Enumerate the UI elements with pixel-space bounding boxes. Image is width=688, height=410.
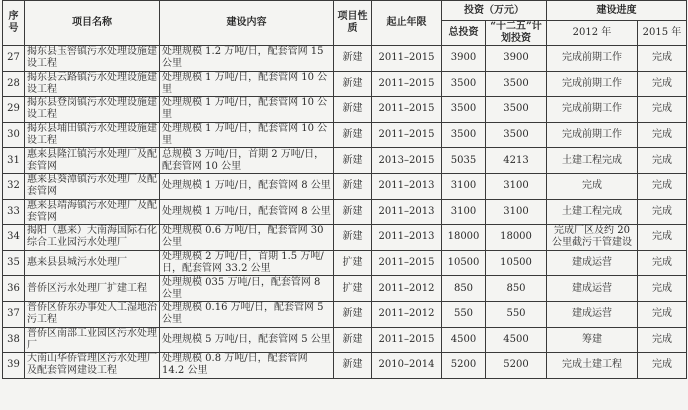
- header-2015: 2015 年: [638, 21, 687, 46]
- cell-seq: 35: [3, 250, 25, 276]
- cell-progress-2012: 筹建: [547, 327, 638, 353]
- cell-nature: 新建: [334, 122, 372, 148]
- cell-total-investment: 850: [442, 276, 486, 302]
- cell-period: 2010–2014: [372, 353, 442, 379]
- cell-seq: 31: [3, 148, 25, 174]
- cell-plan-investment: 4500: [486, 327, 547, 353]
- cell-total-investment: 3900: [442, 46, 486, 72]
- cell-content: 处理规模 1 万吨/日，配套管网 10 公里: [160, 97, 334, 123]
- cell-period: 2013–2015: [372, 148, 442, 174]
- cell-name: 惠来县隆江镇污水处理厂及配套管网: [25, 148, 160, 174]
- cell-content: 处理规模 2 万吨/日，首期 1.5 万吨/日，配套管网 33.2 公里: [160, 250, 334, 276]
- header-seq: 序号: [3, 1, 25, 46]
- cell-name: 揭东县埔田镇污水处理设施建设工程: [25, 122, 160, 148]
- cell-seq: 33: [3, 199, 25, 225]
- cell-period: 2011–2015: [372, 122, 442, 148]
- header-row-1: [3, 1, 687, 21]
- table-row: [3, 353, 687, 379]
- cell-progress-2015: 完成: [638, 46, 687, 72]
- cell-plan-investment: 18000: [486, 225, 547, 251]
- cell-seq: 32: [3, 173, 25, 199]
- cell-progress-2015: 完成: [638, 173, 687, 199]
- cell-period: 2011–2013: [372, 225, 442, 251]
- cell-total-investment: 550: [442, 301, 486, 327]
- cell-name: 普侨区南部工业园区污水处理厂: [25, 327, 160, 353]
- cell-nature: 新建: [334, 148, 372, 174]
- cell-plan-investment: 3900: [486, 46, 547, 72]
- cell-name: 揭东县玉窖镇污水处理设施建设工程: [25, 46, 160, 72]
- cell-progress-2012: 完成前期工作: [547, 46, 638, 72]
- cell-progress-2012: 完成厂区及约 20 公里截污干管建设: [547, 225, 638, 251]
- cell-name: 揭东县登岗镇污水处理设施建设工程: [25, 97, 160, 123]
- cell-name: 普侨区污水处理厂扩建工程: [25, 276, 160, 302]
- cell-nature: 新建: [334, 327, 372, 353]
- cell-period: 2011–2012: [372, 276, 442, 302]
- cell-seq: 34: [3, 225, 25, 251]
- cell-period: 2011–2013: [372, 199, 442, 225]
- cell-name: 普侨区侨东办事处人工湿地治污工程: [25, 301, 160, 327]
- cell-nature: 新建: [334, 71, 372, 97]
- cell-seq: 37: [3, 301, 25, 327]
- table-row: [3, 199, 687, 225]
- table-row: [3, 250, 687, 276]
- cell-nature: 新建: [334, 301, 372, 327]
- cell-content: 处理规模 1 万吨/日，配套管网 8 公里: [160, 199, 334, 225]
- cell-progress-2015: 完成: [638, 250, 687, 276]
- cell-nature: 新建: [334, 199, 372, 225]
- cell-content: 处理规模 1 万吨/日，配套管网 10 公里: [160, 122, 334, 148]
- cell-nature: 新建: [334, 353, 372, 379]
- cell-name: 惠来县靖海镇污水处理厂及配套管网: [25, 199, 160, 225]
- cell-progress-2012: 建成运营: [547, 276, 638, 302]
- cell-plan-investment: 5200: [486, 353, 547, 379]
- table-row: [3, 225, 687, 251]
- cell-total-investment: 10500: [442, 250, 486, 276]
- cell-progress-2015: 完成: [638, 353, 687, 379]
- cell-period: 2011–2015: [372, 97, 442, 123]
- cell-progress-2012: 完成前期工作: [547, 71, 638, 97]
- cell-seq: 28: [3, 71, 25, 97]
- cell-period: 2011–2015: [372, 71, 442, 97]
- table-row: [3, 148, 687, 174]
- cell-content: 处理规模 035 万吨/日，配套管网 8 公里: [160, 276, 334, 302]
- cell-plan-investment: 3500: [486, 71, 547, 97]
- cell-period: 2011–2015: [372, 46, 442, 72]
- cell-nature: 扩建: [334, 276, 372, 302]
- cell-name: 惠来县葵潭镇污水处理厂及配套管网: [25, 173, 160, 199]
- cell-progress-2012: 完成前期工作: [547, 122, 638, 148]
- table-row: [3, 276, 687, 302]
- cell-name: 揭阳（惠来）大南海国际石化综合工业园污水处理厂: [25, 225, 160, 251]
- cell-content: 处理规模 0.8 万吨/日，配套管网 14.2 公里: [160, 353, 334, 379]
- cell-total-investment: 3500: [442, 97, 486, 123]
- cell-seq: 39: [3, 353, 25, 379]
- cell-period: 2011–2015: [372, 250, 442, 276]
- cell-name: 揭东县云路镇污水处理设施建设工程: [25, 71, 160, 97]
- cell-name: 大南山华侨管理区污水处理厂及配套管网建设工程: [25, 353, 160, 379]
- header-2012: 2012 年: [547, 21, 638, 46]
- header-plan-investment: “十二五”计划投资: [486, 21, 547, 46]
- cell-progress-2015: 完成: [638, 97, 687, 123]
- header-nature: 项目性质: [334, 1, 372, 46]
- cell-nature: 新建: [334, 46, 372, 72]
- header-content: 建设内容: [160, 1, 334, 46]
- cell-progress-2015: 完成: [638, 225, 687, 251]
- project-table: [2, 0, 687, 379]
- table-row: [3, 173, 687, 199]
- cell-total-investment: 3100: [442, 199, 486, 225]
- table-body: [3, 46, 687, 379]
- cell-plan-investment: 3500: [486, 122, 547, 148]
- header-name: 项目名称: [25, 1, 160, 46]
- table-row: [3, 46, 687, 72]
- cell-nature: 新建: [334, 97, 372, 123]
- cell-seq: 36: [3, 276, 25, 302]
- cell-progress-2012: 建成运营: [547, 301, 638, 327]
- cell-period: 2011–2012: [372, 301, 442, 327]
- cell-seq: 30: [3, 122, 25, 148]
- header-investment: 投资（万元）: [442, 1, 547, 21]
- cell-total-investment: 5035: [442, 148, 486, 174]
- cell-seq: 29: [3, 97, 25, 123]
- cell-total-investment: 18000: [442, 225, 486, 251]
- cell-progress-2015: 完成: [638, 199, 687, 225]
- cell-nature: 新建: [334, 225, 372, 251]
- cell-progress-2012: 土建工程完成: [547, 199, 638, 225]
- cell-progress-2012: 完成土建工程: [547, 353, 638, 379]
- table-row: [3, 327, 687, 353]
- cell-progress-2015: 完成: [638, 301, 687, 327]
- header-total-investment: 总投资: [442, 21, 486, 46]
- cell-plan-investment: 3100: [486, 199, 547, 225]
- cell-total-investment: 3500: [442, 71, 486, 97]
- cell-progress-2015: 完成: [638, 276, 687, 302]
- cell-period: 2011–2013: [372, 173, 442, 199]
- cell-content: 处理规模 1.2 万吨/日，配套管网 15 公里: [160, 46, 334, 72]
- header-period: 起止年限: [372, 1, 442, 46]
- cell-progress-2015: 完成: [638, 148, 687, 174]
- cell-progress-2012: 完成前期工作: [547, 97, 638, 123]
- cell-plan-investment: 3500: [486, 97, 547, 123]
- cell-progress-2015: 完成: [638, 327, 687, 353]
- cell-total-investment: 3100: [442, 173, 486, 199]
- cell-period: 2011–2015: [372, 327, 442, 353]
- cell-content: 处理规模 0.16 万吨/日，配套管网 5 公里: [160, 301, 334, 327]
- cell-name: 惠来县县城污水处理厂: [25, 250, 160, 276]
- cell-content: 处理规模 5 万吨/日，配套管网 5 公里: [160, 327, 334, 353]
- cell-content: 处理规模 1 万吨/日，配套管网 8 公里: [160, 173, 334, 199]
- cell-content: 总规模 3 万吨/日，首期 2 万吨/日，配套管网 10 公里: [160, 148, 334, 174]
- cell-plan-investment: 850: [486, 276, 547, 302]
- cell-plan-investment: 4213: [486, 148, 547, 174]
- cell-plan-investment: 10500: [486, 250, 547, 276]
- cell-total-investment: 5200: [442, 353, 486, 379]
- cell-content: 处理规模 0.6 万吨/日，配套管网 30 公里: [160, 225, 334, 251]
- cell-progress-2012: 建成运营: [547, 250, 638, 276]
- cell-nature: 扩建: [334, 250, 372, 276]
- table-row: [3, 122, 687, 148]
- cell-seq: 27: [3, 46, 25, 72]
- header-progress: 建设进度: [547, 1, 687, 21]
- cell-total-investment: 4500: [442, 327, 486, 353]
- cell-progress-2015: 完成: [638, 122, 687, 148]
- cell-progress-2015: 完成: [638, 71, 687, 97]
- cell-total-investment: 3500: [442, 122, 486, 148]
- cell-plan-investment: 3100: [486, 173, 547, 199]
- table-row: [3, 71, 687, 97]
- cell-progress-2012: 土建工程完成: [547, 148, 638, 174]
- table-row: [3, 97, 687, 123]
- cell-content: 处理规模 1 万吨/日，配套管网 10 公里: [160, 71, 334, 97]
- cell-nature: 新建: [334, 173, 372, 199]
- cell-progress-2012: 完成: [547, 173, 638, 199]
- cell-seq: 38: [3, 327, 25, 353]
- cell-plan-investment: 550: [486, 301, 547, 327]
- table-row: [3, 301, 687, 327]
